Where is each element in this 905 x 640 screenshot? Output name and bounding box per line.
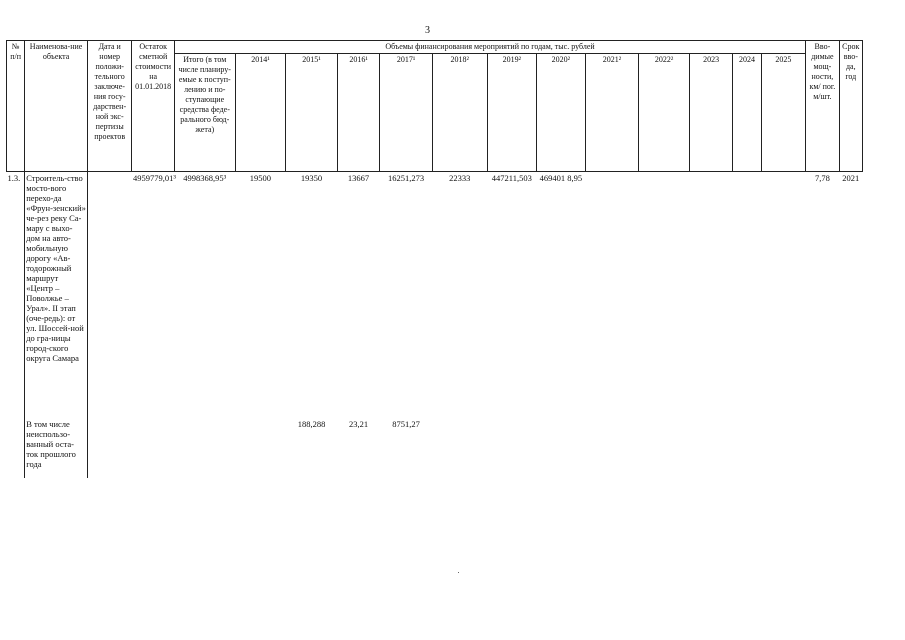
row-num: 1.3. bbox=[7, 173, 21, 183]
financing-table bbox=[6, 40, 863, 478]
header-year: 2017¹ bbox=[380, 54, 433, 172]
header-num: № п/п bbox=[7, 41, 25, 172]
header-year: 2015¹ bbox=[286, 54, 338, 172]
header-year: 2018² bbox=[432, 54, 487, 172]
row-name: Строитель-ство мосто-вого перехо-да «Фрун-зенский» че-рез реку Са-мару с выхо-дом на авто-мобильную дорогу «Ав-тодорожный маршрут «Центр – Поволжье – Урал». II этап (оче-редь): от ул. Шоссей-ной до гра-ницы город-ского округа Самара bbox=[25, 172, 88, 418]
header-term: Срок вво-да, год bbox=[839, 41, 862, 172]
row-value: 16251,273 bbox=[388, 173, 425, 183]
subrow-value bbox=[761, 418, 806, 478]
row-value bbox=[689, 172, 733, 418]
subrow-value bbox=[639, 418, 690, 478]
row-value: 19350 bbox=[300, 173, 323, 183]
row-value: 22333 bbox=[449, 173, 471, 183]
row-value: 19500 bbox=[249, 173, 272, 183]
header-remainder: Остаток сметной стоимости на 01.01.2018 bbox=[132, 41, 174, 172]
subrow-value: 23,21 bbox=[348, 418, 369, 429]
subrow-value bbox=[537, 418, 586, 478]
header-name: Наименова-ние объекта bbox=[25, 41, 88, 172]
subrow-value: 8751,27 bbox=[392, 418, 420, 429]
subrow-value bbox=[689, 418, 733, 478]
subrow-value bbox=[235, 418, 286, 478]
header-year: 2022² bbox=[639, 54, 690, 172]
row-value bbox=[761, 172, 806, 418]
row-value: 13667 bbox=[347, 173, 370, 183]
row-capacity: 7,78 bbox=[814, 173, 830, 183]
header-date: Дата и номер положи-тельного заключе-ния госу-дарствен-ной экс-пертизы проектов bbox=[87, 41, 132, 172]
row-value: 469401 8,95 bbox=[539, 173, 583, 183]
row-value: 447211,503 bbox=[491, 173, 532, 183]
header-capacity: Вво-димые мощ-ности, км/ пог. м/шт. bbox=[806, 41, 839, 172]
row-value bbox=[733, 172, 761, 418]
scan-speck bbox=[458, 572, 459, 573]
header-year: 2023 bbox=[689, 54, 733, 172]
row-value bbox=[639, 172, 690, 418]
header-year: 2019² bbox=[487, 54, 537, 172]
header-year: 2021² bbox=[585, 54, 639, 172]
subrow-value bbox=[432, 418, 487, 478]
subrow-value bbox=[487, 418, 537, 478]
subrow-name: В том числе неиспользо-ванный оста-ток прошлого года bbox=[25, 418, 88, 478]
header-year: 2016¹ bbox=[337, 54, 379, 172]
header-year: 2014¹ bbox=[235, 54, 286, 172]
header-funding-group: Объемы финансирования мероприятий по годам, тыс. рублей bbox=[174, 41, 805, 54]
header-year: 2025 bbox=[761, 54, 806, 172]
subrow-value bbox=[733, 418, 761, 478]
row-total: 4998368,95³ bbox=[183, 173, 227, 183]
row-value bbox=[585, 172, 639, 418]
header-total: Итого (в том числе планиру-емые к поступ-лению и по-ступающие средства феде-рального бюд-жета) bbox=[174, 54, 235, 172]
header-year: 2020² bbox=[537, 54, 586, 172]
subrow-value: 188,288 bbox=[297, 418, 326, 429]
subrow-value bbox=[585, 418, 639, 478]
page-number: 3 bbox=[425, 25, 430, 36]
row-term: 2021 bbox=[842, 173, 860, 183]
row-date bbox=[87, 172, 132, 418]
header-year: 2024 bbox=[733, 54, 761, 172]
row-remainder: 4959779,01³ bbox=[132, 173, 176, 183]
